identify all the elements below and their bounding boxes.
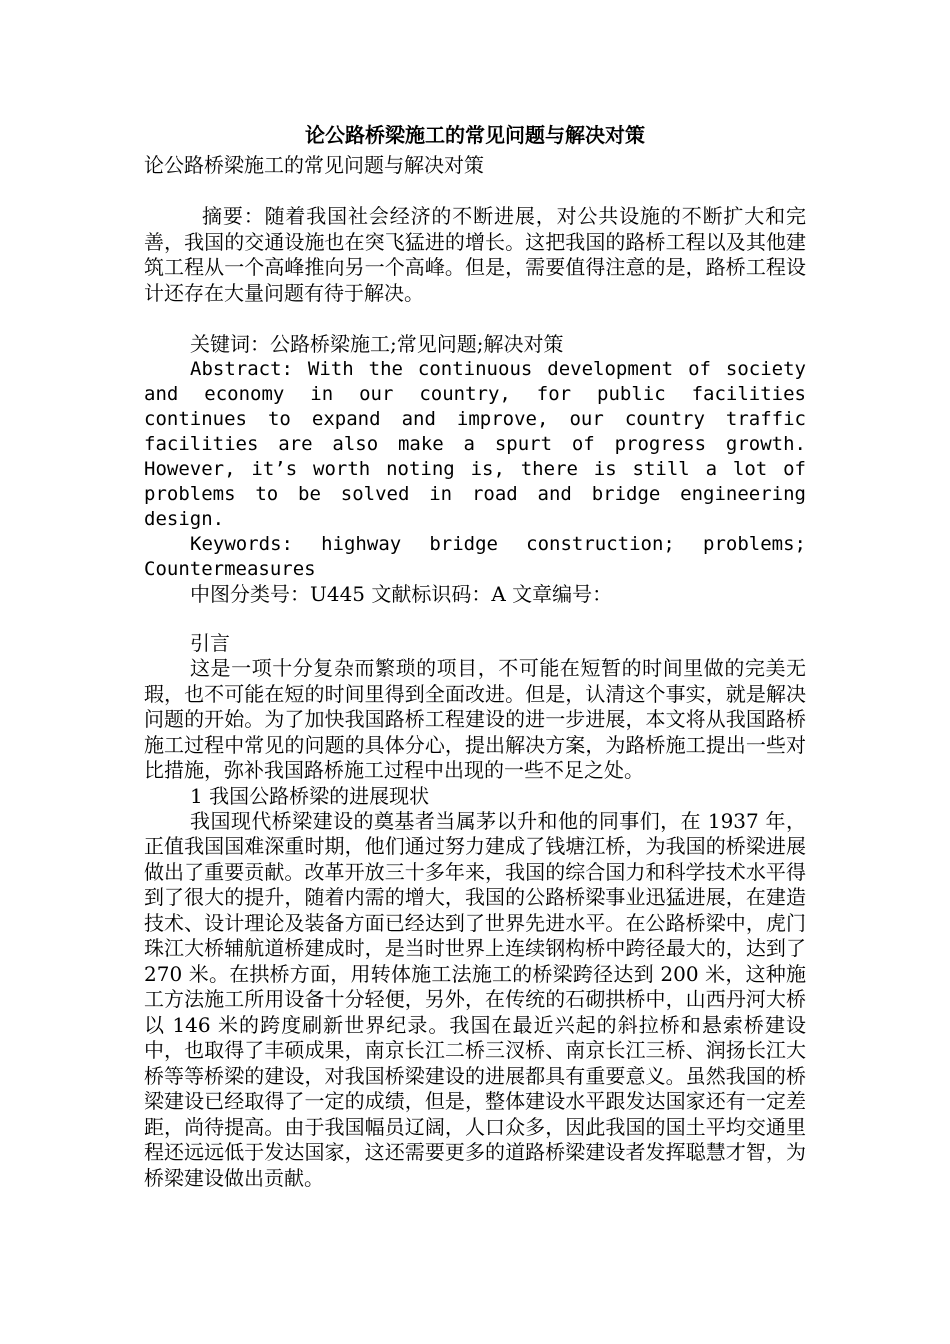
intro-heading: 引言 [190,631,230,655]
keywords-cn: 关键词：公路桥梁施工;常见问题;解决对策 [190,332,564,356]
document-subtitle: 论公路桥梁施工的常见问题与解决对策 [144,153,484,177]
abstract-en: Abstract: With the continuous development of society and economy in our country, for public facilities continues to expand and improve, our country traffic facilities are also make a spurt of progress growth. However, it’s worth noting is, there is still a lot of problems to be solved in road and bridge engineering design. [144,358,806,530]
document-page [144,118,806,1191]
document-title: 论公路桥梁施工的常见问题与解决对策 [305,123,645,147]
section1-heading: 1 我国公路桥梁的进展现状 [190,783,430,808]
spacer [144,306,806,332]
spacer [144,178,806,204]
intro-paragraph: 这是一项十分复杂而繁琐的项目，不可能在短暂的时间里做的完美无瑕，也不可能在短的时间里得到全面改进。但是，认清这个事实，就是解决问题的开始。为了加快我国路桥工程建设的进一步进展，本文将从我国路桥施工过程中常见的问题的具体分心，提出解决方案，为路桥施工提出一些对比措施，弥补我国路桥施工过程中出现的一些不足之处。 [144,656,806,782]
keywords-en: Keywords: highway bridge construction; problems; Countermeasures [144,533,806,580]
spacer [144,607,806,631]
section1-paragraph: 我国现代桥梁建设的奠基者当属茅以升和他的同事们，在 1937 年，正值我国国难深重时期，他们通过努力建成了钱塘江桥，为我国的桥梁进展做出了重要贡献。改革开放三十多年来，我国的综合国力和科学技术水平得到了很大的提升，随着内需的增大，我国的公路桥梁事业迅猛进展，在建造技术、设计理论及装备方面已经达到了世界先进水平。在公路桥梁中，虎门珠江大桥辅航道桥建成时，是当时世界上连续钢构桥中跨径最大的，达到了 270 米。在拱桥方面，用转体施工法施工的桥梁跨径达到 200 米，这种施工方法施工所用设备十分轻便，另外，在传统的石砌拱桥中，山西丹河大桥以 146 米的跨度刷新世界纪录。我国在最近兴起的斜拉桥和悬索桥建设中，也取得了丰硕成果，南京长江二桥三汊桥、南京长江三桥、润扬长江大桥等等桥梁的建设，对我国桥梁建设的进展都具有重要意义。虽然我国的桥梁建设已经取得了一定的成绩，但是，整体建设水平跟发达国家还有一定差距，尚待提高。由于我国幅员辽阔，人口众多，因此我国的国土平均交通里程还远远低于发达国家，这还需要更多的道路桥梁建设者发挥聪慧才智，为桥梁建设做出贡献。 [144,808,806,1190]
abstract-cn: 摘要：随着我国社会经济的不断进展，对公共设施的不断扩大和完善，我国的交通设施也在突飞猛进的增长。这把我国的路桥工程以及其他建筑工程从一个高峰推向另一个高峰。但是，需要值得注意的是，路桥工程设计还存在大量问题有待于解决。 [144,204,806,305]
classification-line: 中图分类号：U445 文献标识码：A 文章编号： [190,582,613,606]
